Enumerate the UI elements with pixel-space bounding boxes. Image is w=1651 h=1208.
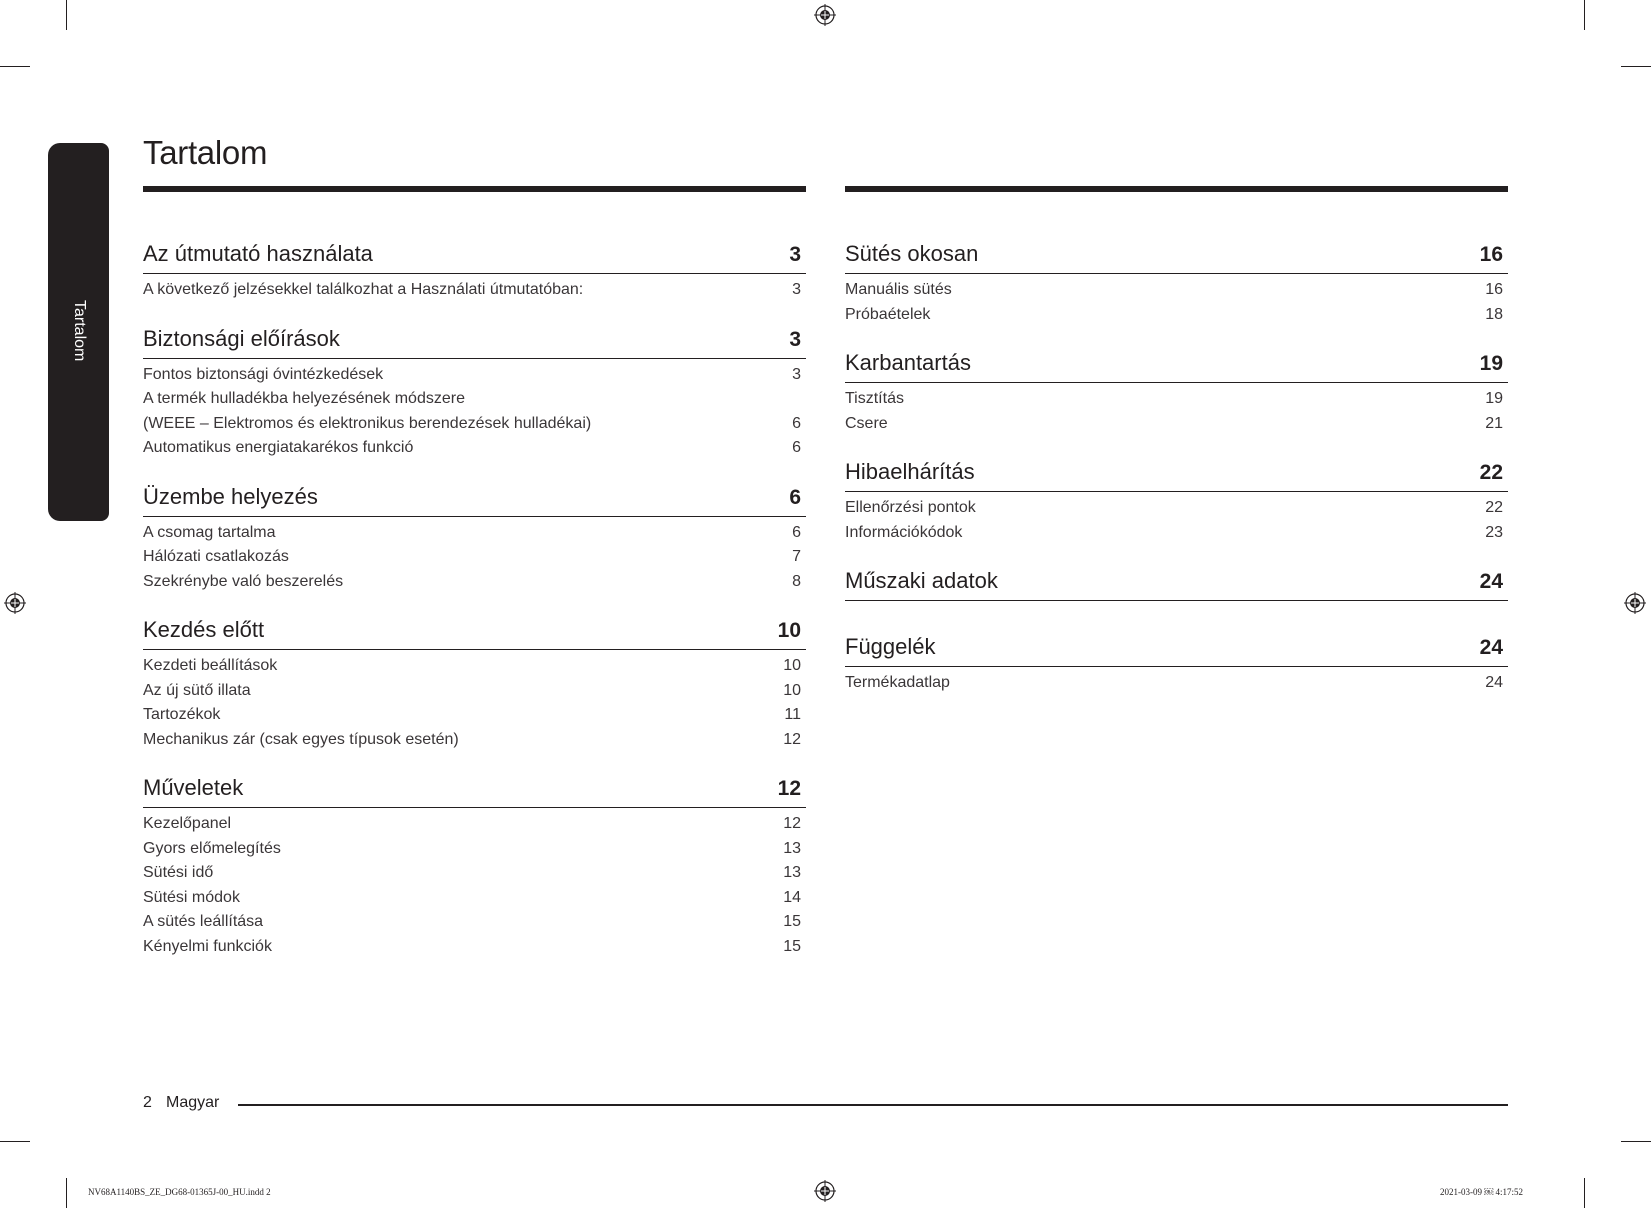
toc-section-title: Üzembe helyezés bbox=[143, 483, 318, 509]
toc-item-title: Tisztítás bbox=[845, 390, 904, 407]
toc-item-page: 8 bbox=[792, 572, 801, 590]
toc-section bbox=[845, 343, 1508, 436]
toc-item[interactable] bbox=[143, 278, 806, 303]
toc-section-page: 24 bbox=[1479, 570, 1503, 593]
toc-item[interactable] bbox=[143, 886, 806, 911]
toc-item-title: Sütési idő bbox=[143, 864, 214, 881]
toc-item-title: Manuális sütés bbox=[845, 281, 952, 298]
toc-item-page: 24 bbox=[1485, 674, 1503, 691]
page-title: Tartalom bbox=[143, 134, 268, 171]
toc-item-title: Termékadatlap bbox=[845, 674, 950, 691]
toc-item-page: 6 bbox=[792, 523, 801, 541]
toc-item-title: Az új sütő illata bbox=[143, 681, 251, 699]
toc-section-page: 6 bbox=[789, 485, 801, 509]
toc-item[interactable] bbox=[143, 545, 806, 570]
page-number: 2 bbox=[143, 1094, 152, 1111]
toc-item-list bbox=[143, 808, 806, 959]
toc-item[interactable] bbox=[845, 496, 1508, 521]
toc-section-title: Függelék bbox=[845, 634, 936, 659]
toc-section bbox=[143, 768, 806, 959]
toc-section bbox=[845, 234, 1508, 327]
toc-item-title: Próbaételek bbox=[845, 305, 931, 323]
toc-item-title: Sütési módok bbox=[143, 888, 240, 906]
toc-item[interactable] bbox=[143, 910, 806, 935]
toc-item-list bbox=[143, 274, 806, 303]
toc-item-page: 10 bbox=[783, 681, 801, 699]
toc-item-page: 13 bbox=[783, 839, 801, 857]
toc-item[interactable] bbox=[845, 671, 1508, 696]
toc-section bbox=[845, 561, 1508, 605]
toc-item-list bbox=[845, 667, 1508, 696]
toc-item[interactable] bbox=[845, 521, 1508, 546]
toc-left-column bbox=[143, 234, 806, 975]
toc-item-title: Hálózati csatlakozás bbox=[143, 548, 289, 565]
toc-item[interactable] bbox=[143, 935, 806, 960]
crop-mark bbox=[0, 1141, 30, 1142]
toc-item[interactable] bbox=[845, 387, 1508, 412]
toc-section-page: 3 bbox=[789, 327, 801, 351]
toc-item-list bbox=[845, 274, 1508, 327]
toc-item[interactable] bbox=[143, 679, 806, 704]
toc-section-page: 16 bbox=[1479, 243, 1503, 266]
toc-item[interactable] bbox=[143, 436, 806, 461]
toc-section-title: Sütés okosan bbox=[845, 241, 979, 266]
toc-section-page: 10 bbox=[777, 619, 801, 642]
toc-item[interactable] bbox=[143, 728, 806, 753]
toc-item-page: 11 bbox=[784, 706, 801, 723]
side-tab-label: Tartalom bbox=[71, 300, 88, 362]
toc-section-heading[interactable] bbox=[143, 319, 806, 359]
crop-mark bbox=[1584, 1178, 1585, 1208]
toc-item-page: 22 bbox=[1485, 499, 1503, 516]
toc-item[interactable] bbox=[845, 278, 1508, 303]
print-slug-date: 2021-03-09 ￼ 4:17:52 bbox=[1440, 1187, 1523, 1197]
toc-item-title: Kényelmi funkciók bbox=[143, 937, 272, 955]
toc-item-title: A sütés leállítása bbox=[143, 913, 264, 930]
registration-mark-icon bbox=[1624, 592, 1646, 614]
toc-section-heading[interactable] bbox=[845, 234, 1508, 274]
toc-section-title: Kezdés előtt bbox=[143, 617, 265, 642]
toc-section-heading[interactable] bbox=[143, 610, 806, 650]
crop-mark bbox=[66, 0, 67, 30]
toc-item-page: 6 bbox=[792, 414, 801, 432]
toc-item-page: 16 bbox=[1485, 281, 1503, 298]
toc-item-list bbox=[845, 601, 1508, 605]
toc-section-title: Hibaelhárítás bbox=[845, 459, 975, 484]
toc-item-title: Ellenőrzési pontok bbox=[845, 499, 976, 516]
toc-item-page: 18 bbox=[1485, 305, 1503, 323]
crop-mark bbox=[1621, 66, 1651, 67]
toc-item-list bbox=[143, 517, 806, 595]
title-rule-right bbox=[845, 186, 1508, 192]
toc-item-title: Fontos biztonsági óvintézkedések bbox=[143, 365, 384, 383]
toc-item-list bbox=[143, 359, 806, 461]
toc-section-heading[interactable] bbox=[143, 477, 806, 517]
toc-item-title: Gyors előmelegítés bbox=[143, 839, 281, 857]
toc-section-title: Karbantartás bbox=[845, 350, 971, 375]
toc-section-page: 22 bbox=[1479, 461, 1503, 484]
toc-item-list bbox=[845, 492, 1508, 545]
toc-item-title: Kezelőpanel bbox=[143, 815, 232, 832]
toc-section-heading[interactable] bbox=[845, 452, 1508, 492]
toc-item-page: 14 bbox=[783, 888, 801, 906]
toc-item-page: 7 bbox=[792, 548, 801, 565]
toc-section-heading[interactable] bbox=[845, 343, 1508, 383]
toc-item-page: 15 bbox=[783, 913, 801, 930]
toc-item[interactable] bbox=[143, 570, 806, 595]
toc-item-title: Automatikus energiatakarékos funkció bbox=[143, 439, 414, 456]
registration-mark-icon bbox=[814, 4, 836, 26]
footer-rule bbox=[238, 1104, 1508, 1106]
toc-item[interactable] bbox=[143, 812, 806, 837]
registration-mark-icon bbox=[4, 592, 26, 614]
toc-item-page: 19 bbox=[1485, 390, 1503, 407]
toc-item-title: Csere bbox=[845, 414, 888, 432]
toc-section-page: 24 bbox=[1479, 636, 1503, 659]
toc-section-title: Műveletek bbox=[143, 775, 244, 800]
toc-item-list bbox=[845, 383, 1508, 436]
toc-item[interactable] bbox=[845, 412, 1508, 437]
registration-mark-icon bbox=[814, 1180, 836, 1202]
toc-section-title: Műszaki adatok bbox=[845, 568, 998, 593]
toc-item-title: Mechanikus zár (csak egyes típusok esetén) bbox=[143, 730, 459, 748]
toc-section-page: 19 bbox=[1479, 352, 1503, 375]
toc-item-page: 21 bbox=[1485, 414, 1503, 432]
toc-item[interactable] bbox=[845, 303, 1508, 328]
toc-item-page: 23 bbox=[1485, 523, 1503, 541]
toc-item-page: 15 bbox=[783, 937, 801, 955]
toc-item-page: 12 bbox=[783, 730, 801, 748]
toc-item-title: A csomag tartalma bbox=[143, 523, 276, 541]
toc-item-title: Kezdeti beállítások bbox=[143, 657, 278, 674]
toc-section bbox=[845, 452, 1508, 545]
toc-item-page: 6 bbox=[792, 439, 801, 456]
toc-item-page: 12 bbox=[783, 815, 801, 832]
toc-item-page: 3 bbox=[792, 365, 801, 383]
print-slug-file: NV68A1140BS_ZE_DG68-01365J-00_HU.indd 2 bbox=[88, 1187, 271, 1197]
toc-item-page: 10 bbox=[783, 657, 801, 674]
toc-section bbox=[143, 610, 806, 752]
toc-section-heading[interactable] bbox=[143, 768, 806, 808]
toc-item-page: 3 bbox=[792, 281, 801, 298]
title-rule-left bbox=[143, 186, 806, 192]
toc-section bbox=[143, 234, 806, 303]
toc-item-title: A termék hulladékba helyezésének módszere (WEEE – Elektromos és elektronikus berendezések hulladékai) bbox=[143, 390, 592, 432]
toc-section-page: 12 bbox=[777, 777, 801, 800]
toc-item[interactable] bbox=[143, 521, 806, 546]
toc-item-title: Információkódok bbox=[845, 523, 963, 541]
toc-section bbox=[845, 627, 1508, 696]
toc-item[interactable] bbox=[143, 654, 806, 679]
footer-language: Magyar bbox=[166, 1094, 220, 1111]
toc-item[interactable] bbox=[143, 703, 806, 728]
toc-right-column bbox=[845, 234, 1508, 712]
toc-item-title: A következő jelzésekkel találkozhat a Használati útmutatóban: bbox=[143, 281, 584, 298]
toc-item-page: 13 bbox=[783, 864, 801, 881]
toc-section-page: 3 bbox=[789, 243, 801, 266]
toc-section-title: Biztonsági előírások bbox=[143, 325, 340, 351]
toc-section-heading[interactable] bbox=[845, 627, 1508, 667]
toc-item[interactable] bbox=[143, 363, 806, 388]
toc-section-heading[interactable] bbox=[845, 561, 1508, 601]
toc-item[interactable] bbox=[143, 861, 806, 886]
toc-item-title: Tartozékok bbox=[143, 706, 221, 723]
toc-item[interactable] bbox=[143, 387, 806, 436]
toc-section-title: Az útmutató használata bbox=[143, 241, 373, 266]
crop-mark bbox=[0, 66, 30, 67]
toc-section bbox=[143, 477, 806, 595]
toc-section bbox=[143, 319, 806, 461]
toc-item-list bbox=[143, 650, 806, 752]
toc-item[interactable] bbox=[143, 837, 806, 862]
crop-mark bbox=[1621, 1141, 1651, 1142]
crop-mark bbox=[1584, 0, 1585, 30]
toc-section-heading[interactable] bbox=[143, 234, 806, 274]
toc-item-title: Szekrénybe való beszerelés bbox=[143, 572, 344, 590]
crop-mark bbox=[66, 1178, 67, 1208]
